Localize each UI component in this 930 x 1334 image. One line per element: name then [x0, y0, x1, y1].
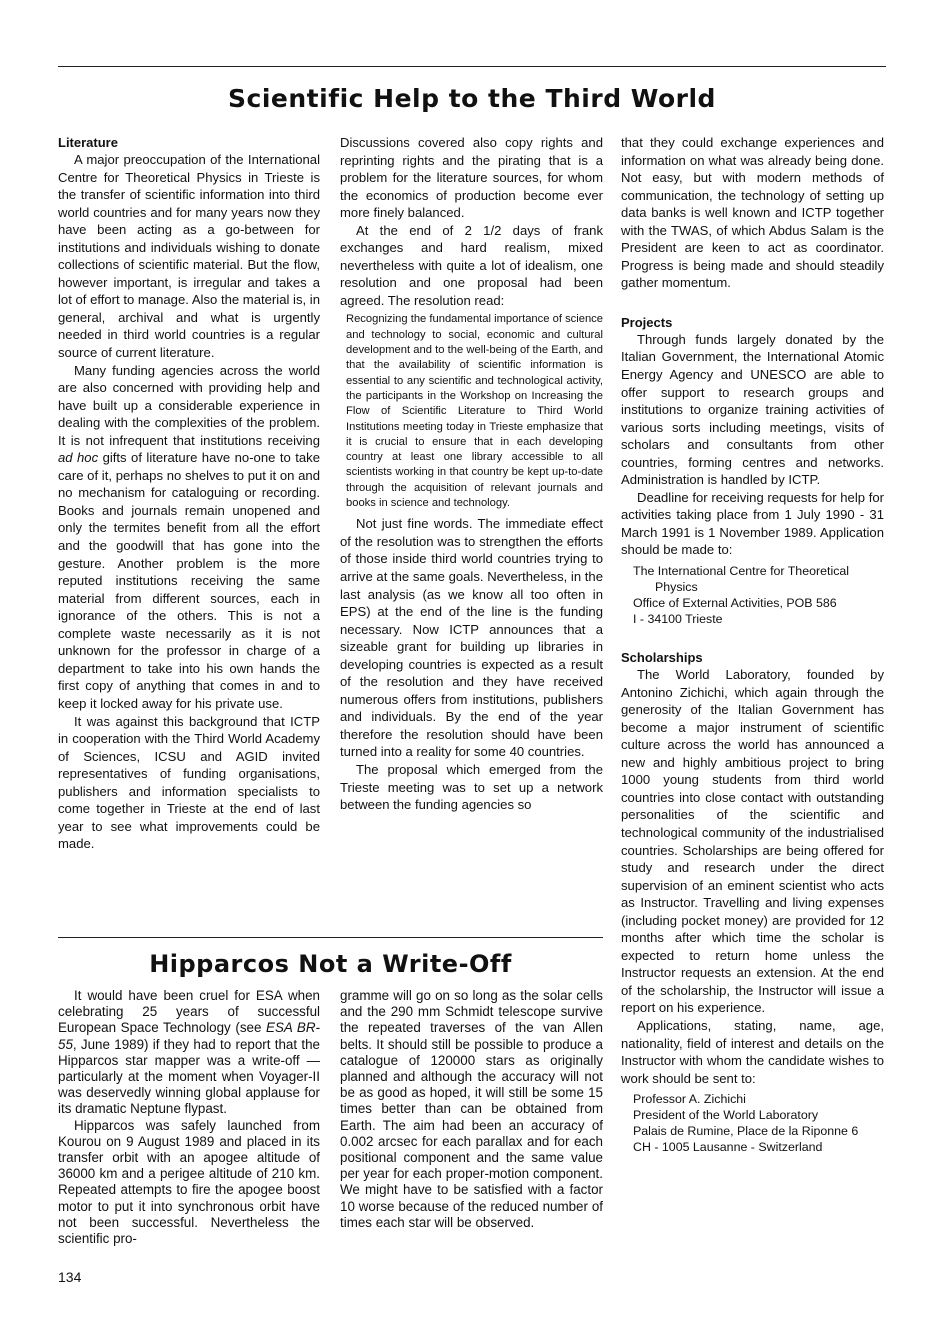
paragraph: At the end of 2 1/2 days of frank exchanges and hard realism, mixed nevertheless with quite a lot of idealism, one resolution and one proposal had been agreed. The resolution read: [340, 222, 603, 308]
emphasis-text: ad hoc [58, 450, 99, 466]
top-rule [58, 66, 886, 67]
article2-column-1 [58, 988, 320, 1247]
paragraph: The proposal which emerged from the Trieste meeting was to set up a network between the funding agencies so [340, 761, 603, 813]
paragraph: Not just fine words. The immediate effect of the resolution was to strengthen the efforts of those inside third world countries trying to arrive at the same goals. Nevertheless, in the last analysis (as we know all too often in EPS) at the end of the line is the funding necessary. Now ICTP announces that a sizeable grant for building up libraries in developing countries is expected as a result of the resolution and they have received numerous offers from institutions, publishers and individuals. By the end of the year therefore the resolution should have been turned into a reality for some 40 countries. [340, 516, 603, 760]
paragraph: gramme will go on so long as the solar cells and the 290 mm Schmidt telescope survive the repeated traverses of the van Allen belts. It should still be possible to produce a catalogue of 120000 stars as originally planned and although the accuracy will not be as good as hoped, it will still be some 15 times better than can be obtained from Earth. The aim had been an accuracy of 0.002 arcsec for each parallax and for each positional component and the same value per year for each proper-motion component. We might have to be satisfied with a factor 10 worse because of the reduced number of times each star will be observed. [340, 988, 603, 1230]
section-heading-scholarships: Scholarships [621, 650, 703, 666]
paragraph: that they could exchange experiences and information on what was already being done. Not easy, but with modern methods of communication, the technology of setting up data banks is well known and ICTP together with the TWAS, of which Abdus Salam is the President are keen to act as coordinator. Progress is being made and should steadily gather momentum. [621, 135, 884, 291]
paragraph: Many funding agencies across the world are also concerned with providing help and have built up a considerable experience in dealing with the complexities of the problem. It is not infrequent that institutions receiving ad hoc gifts of literature have no-one to take care of it, perhaps no shelves to put it on and no mechanism for cataloguing or recording. Books and journals remain unopened and only the termites benefit from all the effort and the goodwill that has gone into the gesture. Another problem is the more reputed institutions receiving the same material from different sources, each in ignorance of the others. This is not a complete waste necessarily as it is not unknown for the professor in charge of a department to take into his own hands the first copy of anything that comes in and to keep it locked away for his private use. [58, 362, 320, 711]
address-block-ictp: The International Centre for Theoretical Physics Office of External Activities, POB 586 I - 34100 Trieste [633, 564, 850, 627]
address-block-world-laboratory: Professor A. Zichichi President of the World Laboratory Palais de Rumine, Place de la Riponne 6 CH - 1005 Lausanne - Switzerland [633, 1092, 859, 1155]
paragraph: It was against this background that ICTP in cooperation with the Third World Academy of Sciences, ICSU and AGID invited representatives of funding organisations, publishers and information specialists to come together in Trieste at the end of last year to see what improvements could be made. [58, 713, 320, 852]
article1-column-3 [621, 134, 884, 1155]
section-rule [58, 937, 603, 938]
paragraph: A major preoccupation of the International Centre for Theoretical Physics in Trieste is the transfer of scientific information into third world countries and for many years now they have been acting as a go-between for institutions and individuals wishing to donate collections of scientific material. But the flow, however important, is irregular and takes a lot of effort to manage. Also the material is, in general, archival and what is urgently needed in third world countries is a regular source of current literature. [58, 152, 320, 361]
section-heading-literature: Literature [58, 135, 118, 150]
article1-column-2 [340, 134, 603, 814]
article-title: Hipparcos Not a Write-Off [149, 950, 512, 978]
page-number: 134 [58, 1269, 82, 1285]
section-heading-projects: Projects [621, 314, 673, 330]
article-title: Scientific Help to the Third World [228, 84, 716, 113]
emphasis-text: ESA BR-55 [58, 1020, 320, 1052]
paragraph: The World Laboratory, founded by Antonino Zichichi, which again through the generosity of the Italian Government has become a major instrument of scientific culture across the world has announced a new and highly ambitious project to bring 1000 young students from third world countries into close contact with outstanding personalities of the scientific and technological community of the industrialised countries. Scholarships are being offered for study and research under the direct supervision of an eminent scientist who acts as Instructor. Travelling and living expenses (including pocket money) are provided for 12 months after which time the scholar is expected to return home unless the Instructor requests an extension. At the end of the scholarship, the Instructor will issue a report on his experience. [621, 667, 884, 1016]
paragraph: Hipparcos was safely launched from Kourou on 9 August 1989 and placed in its transfer orbit with an apogee altitude of 36000 km and a perigee altitude of 210 km. Repeated attempts to fire the apogee boost motor to put it into synchronous orbit have not been successful. Nevertheless the scientific pro- [58, 1117, 320, 1247]
article2-column-2 [340, 988, 603, 1231]
resolution-quote: Recognizing the fundamental importance of science and technology to social, economic and cultural development and to the well-being of the Earth, and that the availability of scientific information is essential to any scientific and technological activity, the participants in the Workshop on Increasing the Flow of Scientific Literature to Third World Institutions meeting today in Trieste emphasize that it is crucial to ensure that in each developing country at least one library accessible to all scientists working in that country be kept up-to-date through the acquisition of relevant journals and books in science and technology. [346, 313, 603, 510]
paragraph: Discussions covered also copy rights and reprinting rights and the pirating that is a problem for the literature sources, for whom the economics of production become ever more finely balanced. [340, 135, 603, 221]
article1-column-1 [58, 134, 320, 853]
paragraph: Applications, stating, name, age, nationality, field of interest and details on the Instructor with whom the candidate wishes to work should be sent to: [621, 1017, 884, 1086]
paragraph: Deadline for receiving requests for help for activities taking place from 1 July 1990 - 31 March 1991 is 1 November 1989. Application should be made to: [621, 489, 884, 558]
paragraph: It would have been cruel for ESA when celebrating 25 years of successful European Space Technology (see ESA BR-55, June 1989) if they had to report that the Hipparcos star mapper was a write-off — particularly at the moment when Voyager-II was deservedly winning global applause for its dramatic Neptune flypast. [58, 988, 320, 1117]
paragraph: Through funds largely donated by the Italian Government, the International Atomic Energy Agency and UNESCO are able to offer support to research groups and institutions to organize training activities of various sorts including meetings, visits of scholars and consultants from other countries, forming centres and networks. Administration is handled by ICTP. [621, 331, 884, 488]
